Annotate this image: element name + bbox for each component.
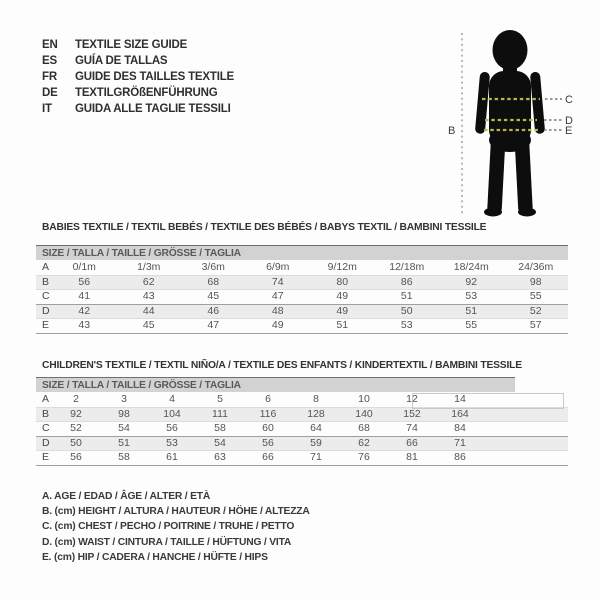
row-label: C xyxy=(42,422,50,435)
table-cell: 4 xyxy=(169,393,175,405)
legend-item: C. (cm) CHEST / PECHO / POITRINE / TRUHE / PETTO xyxy=(42,521,295,533)
table-cell: 56 xyxy=(70,451,82,464)
table-cell: 56 xyxy=(262,436,274,449)
measurement-legend xyxy=(42,489,310,565)
table-cell: 5 xyxy=(217,393,223,405)
table-cell: 47 xyxy=(207,319,220,332)
table-cell: 54 xyxy=(118,422,130,435)
language-title: TEXTILGRÖßENFÜHRUNG xyxy=(75,87,218,99)
legend-item: D. (cm) WAIST / CINTURA / TAILLE / HÜFTUNG / VITA xyxy=(42,536,292,548)
table-cell: 66 xyxy=(262,451,274,464)
table-row xyxy=(36,304,568,319)
table-cell: 1/3m xyxy=(137,261,161,273)
table-cell: 92 xyxy=(70,407,82,420)
row-label: B xyxy=(42,275,50,288)
table-cell: 10 xyxy=(358,393,370,405)
table-cell: 53 xyxy=(465,290,478,303)
table-cell: 59 xyxy=(310,436,322,449)
table-cell: 55 xyxy=(529,290,542,303)
table-cell: 47 xyxy=(271,290,284,303)
table-cell: 54 xyxy=(214,436,226,449)
babies-size-header: SIZE / TALLA / TAILLE / GRÖSSE / TAGLIA xyxy=(36,245,568,260)
table-row xyxy=(36,261,568,275)
table-cell: 6/9m xyxy=(266,261,290,273)
table-cell: 116 xyxy=(259,407,277,420)
table-cell: 71 xyxy=(310,451,322,464)
table-cell: 98 xyxy=(118,407,130,420)
row-label: A xyxy=(42,393,50,405)
table-row xyxy=(36,275,568,290)
child-silhouette xyxy=(475,30,545,217)
table-row xyxy=(36,436,568,451)
row-label: E xyxy=(42,451,50,464)
table-cell: 6 xyxy=(265,393,271,405)
waist-label: D xyxy=(565,115,573,127)
legend-item: A. AGE / EDAD / ÂGE / ALTER / ETÀ xyxy=(42,491,211,502)
table-cell: 86 xyxy=(400,275,413,288)
language-row xyxy=(42,69,234,85)
table-cell: 8 xyxy=(313,393,319,405)
table-cell: 71 xyxy=(454,436,466,449)
babies-section-title: BABIES TEXTILE / TEXTIL BEBÉS / TEXTILE DES BÉBÉS / BABYS TEXTIL / BAMBINI TESSILE xyxy=(42,222,487,233)
table-cell: 53 xyxy=(166,436,178,449)
row-label: C xyxy=(42,290,50,303)
row-label: A xyxy=(42,261,50,273)
legend-item: E. (cm) HIP / CADERA / HANCHE / HÜFTE / HIPS xyxy=(42,551,268,563)
legend-item: B. (cm) HEIGHT / ALTURA / HAUTEUR / HÖHE / ALTEZZA xyxy=(42,506,310,518)
table-cell: 80 xyxy=(336,275,349,288)
table-cell: 152 xyxy=(403,407,421,420)
table-cell: 92 xyxy=(465,275,478,288)
table-row xyxy=(36,422,568,437)
hip-label: E xyxy=(565,125,573,137)
table-cell: 14 xyxy=(454,393,466,405)
table-row xyxy=(36,393,568,407)
table-cell: 64 xyxy=(310,422,322,435)
row-label: D xyxy=(42,436,50,449)
language-title: GUIDA ALLE TAGLIE TESSILI xyxy=(75,103,231,115)
table-cell: 56 xyxy=(78,275,91,288)
children-section-title: CHILDREN'S TEXTILE / TEXTIL NIÑO/A / TEXTILE DES ENFANTS / KINDERTEXTIL / BAMBINI TESSILE xyxy=(42,360,522,371)
table-cell: 44 xyxy=(142,304,155,317)
table-cell: 74 xyxy=(271,275,284,288)
table-cell: 68 xyxy=(207,275,220,288)
table-cell: 24/36m xyxy=(518,261,554,273)
table-cell: 45 xyxy=(142,319,155,332)
language-row xyxy=(42,37,234,53)
table-cell: 49 xyxy=(336,304,349,317)
table-cell: 84 xyxy=(454,422,466,435)
language-code: ES xyxy=(42,55,57,67)
table-cell: 57 xyxy=(529,319,542,332)
table-cell: 58 xyxy=(214,422,226,435)
table-cell: 18/24m xyxy=(453,261,489,273)
table-cell: 74 xyxy=(406,422,418,435)
measurement-figure xyxy=(428,14,600,220)
language-title: TEXTILE SIZE GUIDE xyxy=(75,39,188,51)
table-cell: 2 xyxy=(73,393,79,405)
table-cell: 62 xyxy=(142,275,155,288)
table-cell: 81 xyxy=(406,451,418,464)
empty-cell xyxy=(484,407,568,422)
table-cell: 51 xyxy=(118,436,130,449)
child-silhouette-diagram xyxy=(428,14,600,220)
table-cell: 128 xyxy=(307,407,325,420)
table-cell: 68 xyxy=(358,422,370,435)
language-title: GUÍA DE TALLAS xyxy=(75,55,168,67)
empty-cell xyxy=(484,436,568,451)
table-cell: 98 xyxy=(529,275,542,288)
language-code: IT xyxy=(42,103,52,115)
table-cell: 3/6m xyxy=(201,261,225,273)
table-cell: 164 xyxy=(451,407,469,420)
height-label: B xyxy=(448,125,456,137)
table-row xyxy=(36,290,568,305)
table-cell: 62 xyxy=(358,436,370,449)
table-cell: 49 xyxy=(336,290,349,303)
table-cell: 66 xyxy=(406,436,418,449)
table-cell: 61 xyxy=(166,451,178,464)
empty-cell xyxy=(484,393,568,407)
table-cell: 111 xyxy=(212,407,228,420)
table-cell: 55 xyxy=(465,319,478,332)
empty-cell xyxy=(484,422,568,437)
language-row xyxy=(42,53,234,69)
table-row xyxy=(36,319,568,334)
language-code: FR xyxy=(42,71,57,83)
table-cell: 56 xyxy=(166,422,178,435)
table-cell: 46 xyxy=(207,304,220,317)
table-cell: 3 xyxy=(121,393,127,405)
row-label: D xyxy=(42,304,50,317)
row-label: E xyxy=(42,319,50,332)
table-cell: 51 xyxy=(336,319,349,332)
empty-cell xyxy=(484,451,568,466)
table-cell: 49 xyxy=(271,319,284,332)
language-row xyxy=(42,101,234,117)
table-cell: 51 xyxy=(400,290,413,303)
table-cell: 140 xyxy=(355,407,373,420)
table-cell: 50 xyxy=(400,304,413,317)
table-cell: 52 xyxy=(70,422,82,435)
table-cell: 60 xyxy=(262,422,274,435)
babies-size-table xyxy=(36,245,568,334)
language-title-list xyxy=(42,37,234,117)
table-cell: 43 xyxy=(142,290,155,303)
children-size-header: SIZE / TALLA / TAILLE / GRÖSSE / TAGLIA xyxy=(36,377,515,392)
table-cell: 41 xyxy=(78,290,91,303)
table-cell: 12 xyxy=(406,393,418,405)
language-row xyxy=(42,85,234,101)
table-cell: 48 xyxy=(271,304,284,317)
table-cell: 52 xyxy=(529,304,542,317)
table-cell: 50 xyxy=(70,436,82,449)
table-cell: 43 xyxy=(78,319,91,332)
table-cell: 42 xyxy=(78,304,91,317)
table-cell: 76 xyxy=(358,451,370,464)
table-cell: 104 xyxy=(163,407,181,420)
table-cell: 0/1m xyxy=(72,261,96,273)
table-cell: 45 xyxy=(207,290,220,303)
table-cell: 86 xyxy=(454,451,466,464)
chest-label: C xyxy=(565,94,573,106)
table-cell: 58 xyxy=(118,451,130,464)
table-cell: 9/12m xyxy=(327,261,357,273)
language-code: EN xyxy=(42,39,58,51)
table-row xyxy=(36,407,568,422)
table-row xyxy=(36,451,568,466)
table-cell: 63 xyxy=(214,451,226,464)
table-cell: 51 xyxy=(465,304,478,317)
language-title: GUIDE DES TAILLES TEXTILE xyxy=(75,71,234,83)
row-label: B xyxy=(42,407,50,420)
table-cell: 12/18m xyxy=(389,261,425,273)
language-code: DE xyxy=(42,87,58,99)
children-size-table xyxy=(36,377,568,466)
table-cell: 53 xyxy=(400,319,413,332)
